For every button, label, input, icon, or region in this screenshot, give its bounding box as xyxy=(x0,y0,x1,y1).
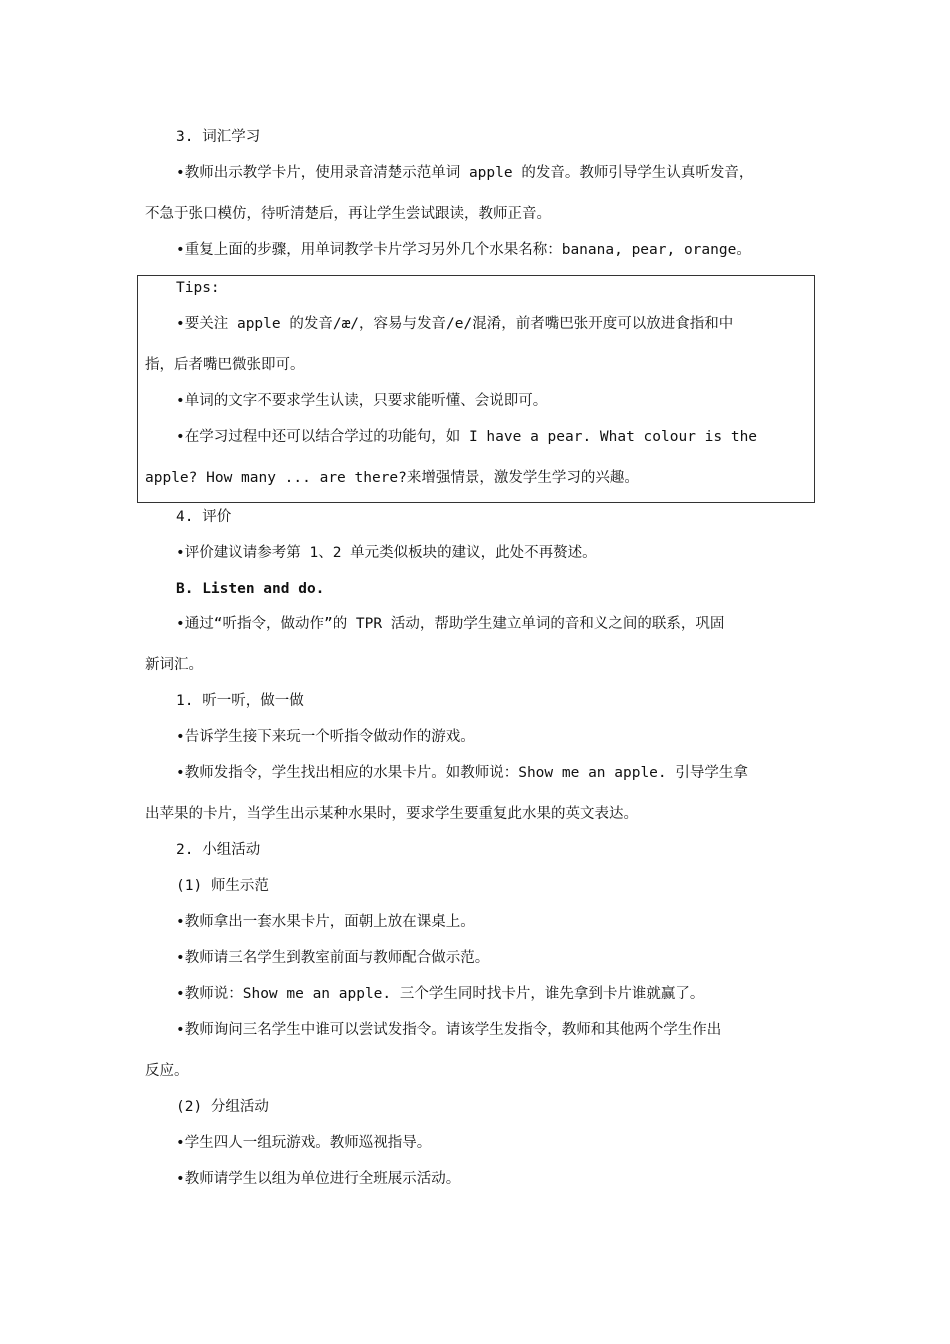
subsection-2-1-paragraph-3: •教师说：Show me an apple. 三个学生同时找卡片，谁先拿到卡片谁就赢了。 xyxy=(176,986,705,1002)
subsection-2-1-paragraph-4-line-1: •教师询问三名学生中谁可以尝试发指令。请该学生发指令，教师和其他两个学生作出 xyxy=(176,1022,722,1038)
tips-item-3-line-2: apple? How many ... are there?来增强情景，激发学生学习的兴趣。 xyxy=(145,470,639,486)
subsection-2-2-paragraph-1: •学生四人一组玩游戏。教师巡视指导。 xyxy=(176,1135,432,1151)
subsection-2-heading: 2. 小组活动 xyxy=(176,842,261,858)
section-4-heading: 4. 评价 xyxy=(176,509,232,525)
subsection-2-2-heading: (2) 分组活动 xyxy=(176,1099,269,1115)
subsection-1-heading: 1. 听一听，做一做 xyxy=(176,693,304,709)
tips-item-3-line-1: •在学习过程中还可以结合学过的功能句，如 I have a pear. What colour is the xyxy=(176,429,758,445)
section-4-paragraph-1: •评价建议请参考第 1、2 单元类似板块的建议，此处不再赘述。 xyxy=(176,545,597,561)
tips-item-2: •单词的文字不要求学生认读，只要求能听懂、会说即可。 xyxy=(176,393,548,409)
section-3-heading: 3. 词汇学习 xyxy=(176,129,261,145)
section-b-paragraph-1-line-1: •通过“听指令，做动作”的 TPR 活动，帮助学生建立单词的音和义之间的联系，巩固 xyxy=(176,616,725,632)
subsection-1-paragraph-2-line-1: •教师发指令，学生找出相应的水果卡片。如教师说：Show me an apple. 引导学生拿 xyxy=(176,765,748,781)
tips-item-1-line-1: •要关注 apple 的发音/æ/，容易与发音/e/混淆，前者嘴巴张开度可以放进食指和中 xyxy=(176,316,734,332)
subsection-2-1-paragraph-4-line-2: 反应。 xyxy=(145,1063,189,1079)
subsection-1-paragraph-1: •告诉学生接下来玩一个听指令做动作的游戏。 xyxy=(176,729,475,745)
section-3-paragraph-1-line-1: •教师出示教学卡片，使用录音清楚示范单词 apple 的发音。教师引导学生认真听发音， xyxy=(176,165,754,181)
tips-label: Tips: xyxy=(176,280,220,296)
subsection-2-1-paragraph-2: •教师请三名学生到教室前面与教师配合做示范。 xyxy=(176,950,490,966)
section-3-paragraph-2: •重复上面的步骤，用单词教学卡片学习另外几个水果名称：banana, pear, orange。 xyxy=(176,242,751,258)
subsection-2-1-paragraph-1: •教师拿出一套水果卡片，面朝上放在课桌上。 xyxy=(176,914,475,930)
subsection-1-paragraph-2-line-2: 出苹果的卡片，当学生出示某种水果时，要求学生要重复此水果的英文表达。 xyxy=(145,806,638,822)
section-b-paragraph-1-line-2: 新词汇。 xyxy=(145,657,203,673)
section-b-heading: B. Listen and do. xyxy=(176,581,325,597)
section-3-paragraph-1-line-2: 不急于张口模仿，待听清楚后，再让学生尝试跟读，教师正音。 xyxy=(145,206,551,222)
tips-item-1-line-2: 指，后者嘴巴微张即可。 xyxy=(145,357,305,373)
subsection-2-1-heading: (1) 师生示范 xyxy=(176,878,269,894)
subsection-2-2-paragraph-2: •教师请学生以组为单位进行全班展示活动。 xyxy=(176,1171,461,1187)
